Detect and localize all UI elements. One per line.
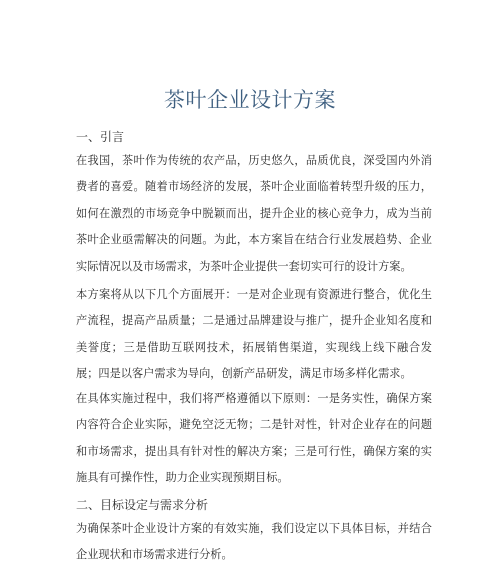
paragraph: 为确保茶叶企业设计方案的有效实施，我们设定以下具体目标，并结合企业现状和市场需求进行分析。	[76, 522, 432, 562]
paragraph: 在具体实施过程中，我们将严格遵循以下原则：一是务实性，确保方案内容符合企业实际，避免空泛无物；二是针对性，针对企业存在的问题和市场需求，提出具有针对性的解决方案；三是可行性，确保方案的实施具有可操作性，助力企业实现预期目标。	[76, 392, 432, 485]
section-heading-goals: 二、目标设定与需求分析	[76, 498, 209, 512]
paragraph: 在我国，茶叶作为传统的农产品，历史悠久，品质优良，深受国内外消费者的喜爱。随着市场经济的发展，茶叶企业面临着转型升级的压力，如何在激烈的市场竞争中脱颖而出，提升企业的核心竞争力，成为当前茶叶企业亟需解决的问题。为此，本方案旨在结合行业发展趋势、企业实际情况以及市场需求，为茶叶企业提供一套切实可行的设计方案。	[76, 154, 432, 273]
paragraph: 本方案将从以下几个方面展开：一是对企业现有资源进行整合，优化生产流程，提高产品质量；二是通过品牌建设与推广，提升企业知名度和美誉度；三是借助互联网技术，拓展销售渠道，实现线上线下融合发展；四是以客户需求为导向，创新产品研发，满足市场多样化需求。	[76, 288, 432, 381]
section-heading-introduction: 一、引言	[76, 130, 125, 144]
document-title: 茶叶企业设计方案	[164, 88, 336, 112]
